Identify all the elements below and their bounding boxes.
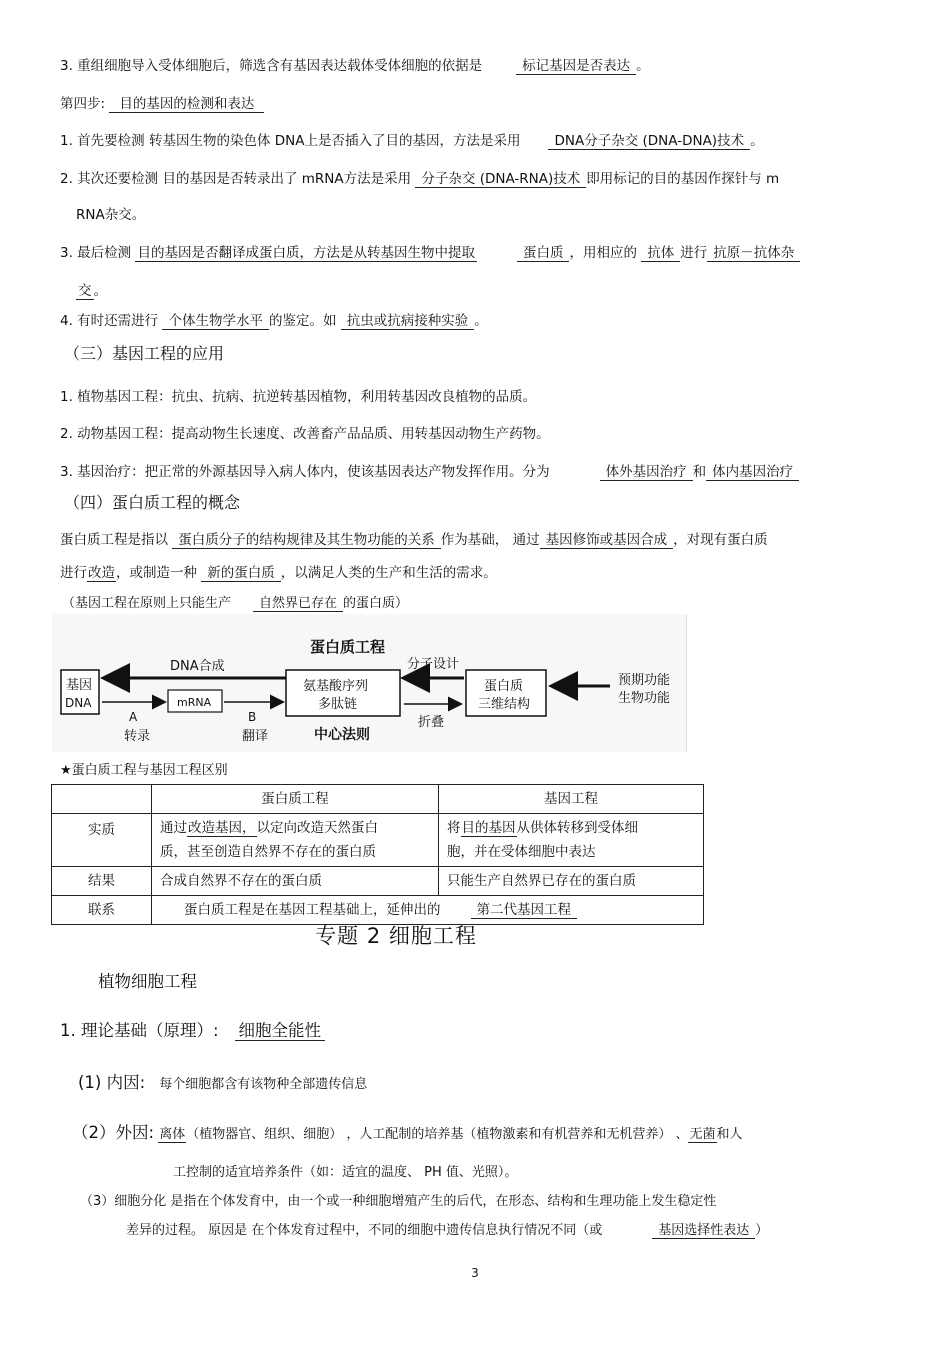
table-cell: 合成自然界不存在的蛋白质 bbox=[152, 867, 439, 896]
header-gene-engineering: 基因工程 bbox=[439, 785, 704, 814]
blank-answer: 细胞全能性 bbox=[235, 1021, 326, 1041]
text-line: 4. 有时还需进行 个体生物学水平 的鉴定。如 抗虫或抗病接种实验 。 bbox=[60, 313, 488, 329]
text-line: （2）外因: 离体（植物器官、组织、细胞） ，人工配制的培养基（植物激素和有机营养和无机营养） 、无菌和人 bbox=[72, 1123, 743, 1142]
comparison-table bbox=[51, 784, 704, 925]
blank-answer: 目的基因是否翻译成蛋白质，方法是从转基因生物中提取 bbox=[137, 245, 475, 261]
mrna-label: mRNA bbox=[177, 696, 212, 709]
text-line: 进行改造，或制造一种 新的蛋白质 ，以满足人类的生产和生活的需求。 bbox=[60, 565, 497, 581]
molecular-design-label: 分子设计 bbox=[407, 657, 460, 672]
blank-answer: 标记基因是否表达 bbox=[516, 58, 636, 75]
text-line: （基因工程在原则上只能生产 自然界已存在 的蛋白质） bbox=[62, 596, 409, 611]
blank-answer: 交 bbox=[78, 283, 92, 299]
blank-answer: 分子杂交 (DNA-RNA)技术 bbox=[415, 171, 586, 188]
blank-answer: 抗虫或抗病接种实验 bbox=[341, 313, 475, 330]
page-number: 3 bbox=[471, 1266, 479, 1280]
label-a: A bbox=[129, 710, 138, 724]
row-label: 结果 bbox=[52, 867, 152, 896]
3d-structure-label: 三维结构 bbox=[478, 697, 531, 712]
blank-answer: 基因修饰或基因合成 bbox=[540, 532, 674, 549]
text-line: 2. 动物基因工程：提高动物生长速度、改善畜产品品质、用转基因动物生产药物。 bbox=[60, 426, 550, 442]
blank-answer: 自然界已存在 bbox=[253, 596, 343, 612]
text-line: （3）细胞分化 是指在个体发育中，由一个或一种细胞增殖产生的后代，在形态、结构和生理功能上发生稳定性 bbox=[80, 1194, 717, 1209]
table-cell: 蛋白质工程是在基因工程基础上，延伸出的 第二代基因工程 bbox=[152, 896, 704, 925]
blank-answer: 蛋白质 bbox=[517, 245, 570, 262]
row-label: 联系 bbox=[52, 896, 152, 925]
row-label: 实质 bbox=[52, 814, 152, 867]
table-cell: 只能生产自然界已存在的蛋白质 bbox=[439, 867, 704, 896]
blank-answer: DNA分子杂交 (DNA-DNA)技术 bbox=[548, 133, 750, 150]
dna-synthesis-label: DNA合成 bbox=[170, 659, 225, 674]
table-header-row bbox=[52, 785, 704, 814]
translation-label: 翻译 bbox=[242, 729, 269, 744]
table-cell: 通过改造基因，以定向改造天然蛋白 质，甚至创造自然界不存在的蛋白质 bbox=[152, 814, 439, 867]
blank-answer: 体内基因治疗 bbox=[706, 464, 799, 481]
biological-function-label: 生物功能 bbox=[618, 691, 671, 706]
section-heading: 第四步: 目的基因的检测和表达 bbox=[60, 94, 264, 114]
table-row bbox=[52, 867, 704, 896]
table-caption: ★蛋白质工程与基因工程区别 bbox=[60, 763, 228, 778]
gene-label: 基因 bbox=[66, 678, 93, 693]
header-protein-engineering: 蛋白质工程 bbox=[152, 785, 439, 814]
protein-engineering-diagram bbox=[52, 614, 687, 752]
section-heading: （四）蛋白质工程的概念 bbox=[64, 493, 241, 512]
expected-function-label: 预期功能 bbox=[618, 673, 671, 688]
text-line: RNA杂交。 bbox=[76, 207, 146, 223]
subsection-heading: 植物细胞工程 bbox=[98, 972, 197, 991]
blank-answer: 离体 bbox=[159, 1127, 186, 1142]
text-line: 差异的过程。 原因是 在个体发育过程中，不同的细胞中遗传信息执行情况不同（或 基因选择性表达 ） bbox=[126, 1223, 769, 1238]
blank-answer: 基因选择性表达 bbox=[652, 1223, 755, 1239]
chapter-title: 专题 2 细胞工程 bbox=[315, 924, 477, 948]
table-cell: 将目的基因从供体转移到受体细 胞，并在受体细胞中表达 bbox=[439, 814, 704, 867]
amino-acid-sequence-label: 氨基酸序列 bbox=[303, 679, 369, 694]
blank-answer: 无菌 bbox=[689, 1127, 716, 1142]
text-line: 1. 理论基础（原理）: 细胞全能性 bbox=[60, 1021, 325, 1041]
polypeptide-label: 多肽链 bbox=[318, 697, 358, 712]
transcription-label: 转录 bbox=[124, 729, 151, 744]
table-row bbox=[52, 814, 704, 867]
blank-answer: 目的基因的检测和表达 bbox=[109, 96, 264, 113]
blank-answer: 体外基因治疗 bbox=[600, 464, 693, 481]
text-line: 1. 植物基因工程：抗虫、抗病、抗逆转基因植物，利用转基因改良植物的品质。 bbox=[60, 389, 537, 405]
text-line: 1. 首先要检测 转基因生物的染色体 DNA上是否插入了目的基因，方法是采用 DNA分子杂交 (DNA-DNA)技术 。 bbox=[60, 133, 764, 149]
blank-answer: 抗体 bbox=[641, 245, 680, 262]
central-dogma-label: 中心法则 bbox=[314, 727, 370, 743]
folding-label: 折叠 bbox=[418, 715, 445, 730]
blank-answer: 蛋白质分子的结构规律及其生物功能的关系 bbox=[172, 532, 441, 549]
text-line: 3. 基因治疗：把正常的外源基因导入病人体内，使该基因表达产物发挥作用。分为 体外基因治疗 和 体内基因治疗 bbox=[60, 462, 799, 482]
protein-label: 蛋白质 bbox=[484, 679, 524, 694]
text-line: 工控制的适宜培养条件（如：适宜的温度、 PH 值、光照）。 bbox=[173, 1165, 518, 1180]
blank-answer: 抗原－抗体杂 bbox=[707, 245, 800, 262]
text-line: 2. 其次还要检测 目的基因是否转录出了 mRNA方法是采用 分子杂交 (DNA-RNA)技术 即用标记的目的基因作探针与 m bbox=[60, 171, 780, 187]
text-line: 3. 最后检测 目的基因是否翻译成蛋白质，方法是从转基因生物中提取 蛋白质 ，用相应的 抗体 进行 抗原－抗体杂 bbox=[60, 243, 800, 263]
text-line: 3. 重组细胞导入受体细胞后，筛选含有基因表达载体受体细胞的依据是 标记基因是否表达 。 bbox=[60, 58, 650, 74]
text-line: (1) 内因: 每个细胞都含有该物种全部遗传信息 bbox=[78, 1073, 368, 1092]
blank-answer: 新的蛋白质 bbox=[201, 565, 281, 582]
diagram-title: 蛋白质工程 bbox=[310, 638, 386, 656]
blank-answer: 改造 bbox=[88, 565, 115, 581]
dna-label: DNA bbox=[65, 696, 92, 710]
blank-answer: 个体生物学水平 bbox=[162, 313, 269, 330]
text-line: 蛋白质工程是指以 蛋白质分子的结构规律及其生物功能的关系 作为基础， 通过 基因修饰或基因合成 ，对现有蛋白质 bbox=[60, 532, 768, 548]
section-heading: （三）基因工程的应用 bbox=[64, 344, 225, 363]
text-line: 交 。 bbox=[78, 283, 107, 299]
label-b: B bbox=[248, 710, 257, 724]
